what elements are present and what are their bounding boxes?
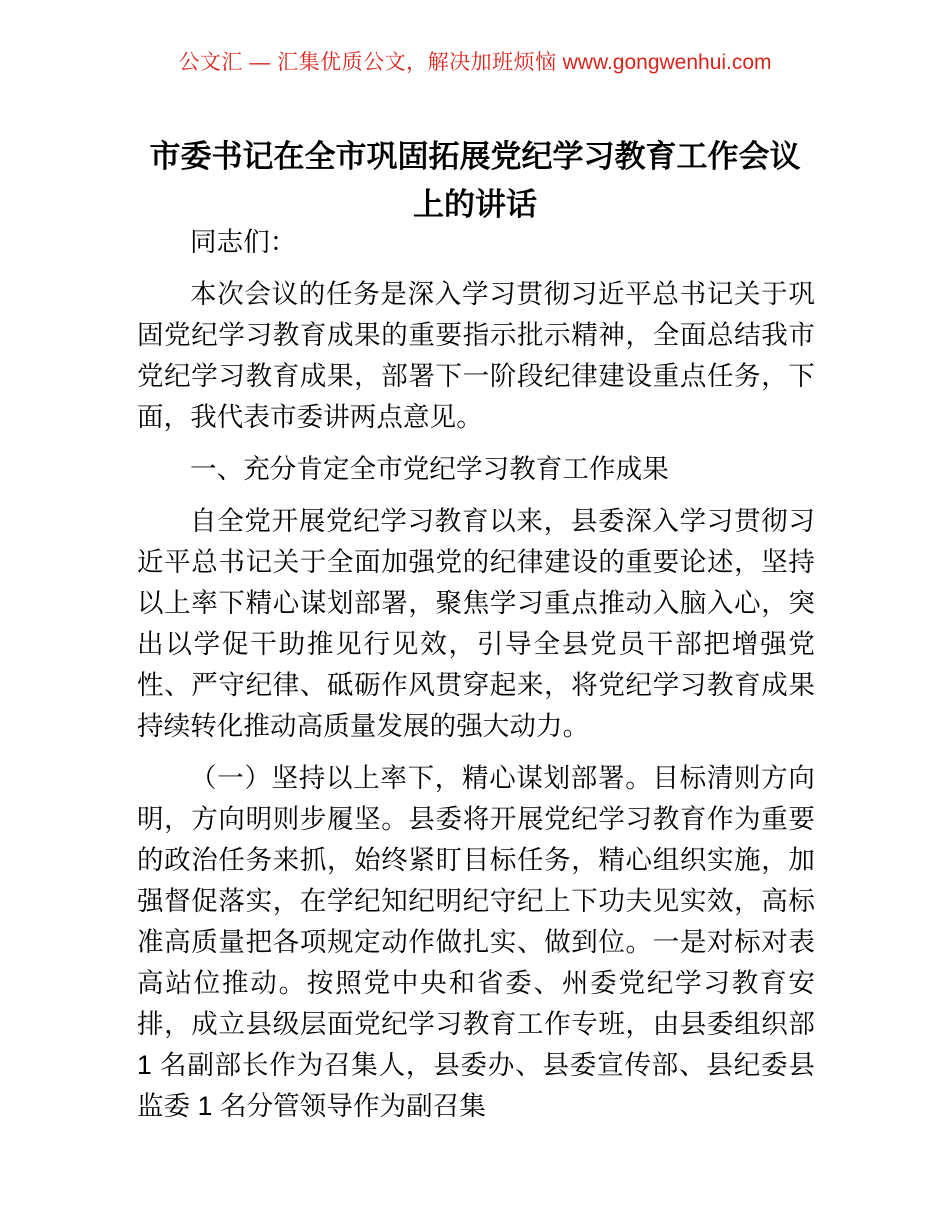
body-paragraph-2: 自全党开展党纪学习教育以来，县委深入学习贯彻习近平总书记关于全面加强党的纪律建设的重要论述，坚持以上率下精心谋划部署，聚焦学习重点推动入脑入心，突出以学促干助推见行见效，引导全县党员干部把增强党性、严守纪律、砥砺作风贯穿起来，将党纪学习教育成果持续转化推动高质量发展的强大动力。	[137, 506, 815, 741]
site-watermark-header	[0, 52, 950, 73]
site-brand-text: 公文汇 — 汇集优质公文，解决加班烦恼	[178, 51, 557, 74]
body-paragraph-3: （一）坚持以上率下，精心谋划部署。目标清则方向明，方向明则步履坚。县委将开展党纪学习教育作为重要的政治任务来抓，始终紧盯目标任务，精心组织实施，加强督促落实，在学纪知纪明纪守纪上下功夫见实效，高标准高质量把各项规定动作做扎实、做到位。一是对标对表高站位推动。按照党中央和省委、州委党纪学习教育安排，成立县级层面党纪学习教育工作专班，由县委组织部 1 名副部长作为召集人，县委办、县委宣传部、县纪委县监委 1 名分管领导作为副召集	[137, 763, 815, 1121]
document-title: 市委书记在全市巩固拓展党纪学习教育工作会议上的讲话	[149, 138, 801, 222]
salutation-paragraph: 同志们：	[190, 227, 297, 257]
body-paragraph-1: 本次会议的任务是深入学习贯彻习近平总书记关于巩固党纪学习教育成果的重要指示批示精神，全面总结我市党纪学习教育成果，部署下一阶段纪律建设重点任务，下面，我代表市委讲两点意见。	[137, 279, 815, 432]
document-body	[137, 222, 815, 1127]
section-heading-1: 一、充分肯定全市党纪学习教育工作成果	[190, 454, 669, 484]
site-url-text: www.gongwenhui.com	[562, 51, 772, 74]
